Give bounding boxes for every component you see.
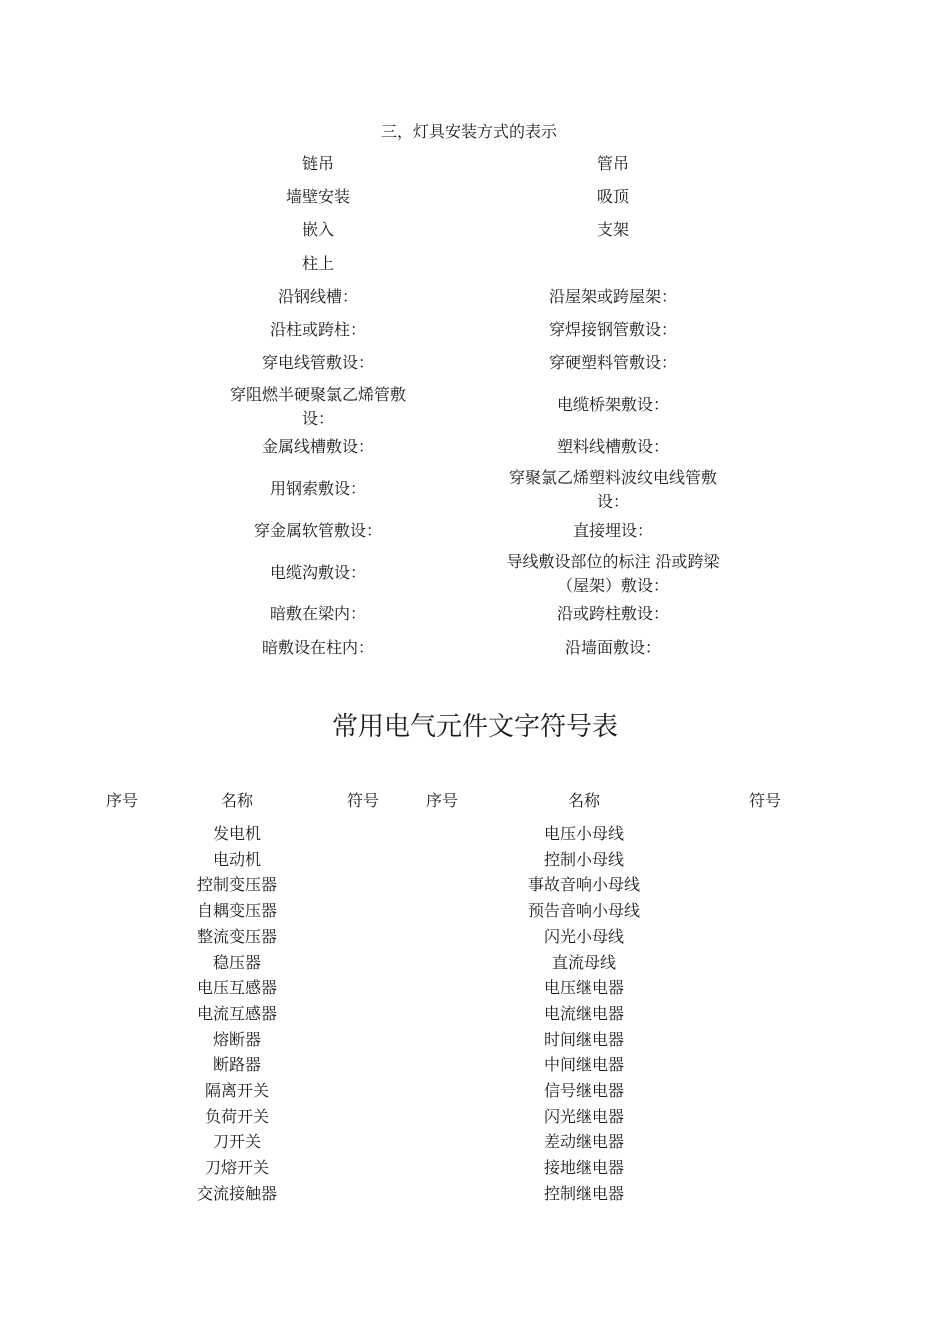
install-right-10: 直接埋设：	[572, 521, 653, 540]
component-name-left: 发电机	[212, 824, 261, 843]
header-symbol-left: 符号	[346, 791, 379, 810]
component-name-right: 差动继电器	[543, 1132, 624, 1151]
header-name-left: 名称	[220, 791, 253, 810]
component-name-right: 控制小母线	[543, 850, 624, 869]
install-left-4: 沿钢线槽：	[277, 287, 358, 306]
component-name-left: 负荷开关	[204, 1107, 269, 1126]
install-right-2: 支架	[596, 220, 629, 239]
component-name-right: 电压继电器	[543, 978, 624, 997]
install-left-10: 穿金属软管敷设：	[253, 521, 382, 540]
install-left-11: 电缆沟敷设：	[269, 563, 366, 582]
component-name-right: 事故音响小母线	[527, 875, 640, 894]
component-name-left: 断路器	[212, 1055, 261, 1074]
header-name-right: 名称	[567, 791, 600, 810]
install-left-1: 墙壁安装	[285, 187, 350, 206]
component-name-right: 闪光继电器	[543, 1107, 624, 1126]
component-name-left: 电流互感器	[196, 1004, 277, 1023]
install-left-13: 暗敷设在柱内：	[261, 638, 374, 657]
component-name-left: 电压互感器	[196, 978, 277, 997]
component-name-right: 控制继电器	[543, 1184, 624, 1203]
install-left-6: 穿电线管敷设：	[261, 353, 374, 372]
install-right-9: 穿聚氯乙烯塑料波纹电线管敷设：	[508, 468, 717, 511]
install-left-2: 嵌入	[301, 220, 334, 239]
install-left-5: 沿柱或跨柱：	[269, 320, 366, 339]
component-name-left: 电动机	[212, 850, 261, 869]
header-index-left: 序号	[105, 791, 138, 810]
install-right-13: 沿墙面敷设：	[564, 638, 661, 657]
section-title: 三，灯具安装方式的表示	[380, 122, 557, 141]
component-name-left: 刀熔开关	[204, 1158, 269, 1177]
component-name-right: 直流母线	[551, 953, 616, 972]
install-left-9: 用钢索敷设：	[269, 479, 366, 498]
install-right-6: 穿硬塑料管敷设：	[548, 353, 677, 372]
install-right-7: 电缆桥架敷设：	[556, 395, 669, 414]
component-name-right: 闪光小母线	[543, 927, 624, 946]
install-left-7: 穿阻燃半硬聚氯乙烯管敷设：	[229, 385, 406, 428]
install-right-0: 管吊	[596, 154, 629, 173]
component-name-left: 稳压器	[212, 953, 261, 972]
install-right-12: 沿或跨柱敷设：	[556, 604, 669, 623]
component-name-left: 刀开关	[212, 1132, 261, 1151]
install-right-8: 塑料线槽敷设：	[556, 437, 669, 456]
component-name-left: 熔断器	[212, 1030, 261, 1049]
install-left-12: 暗敷在梁内：	[269, 604, 366, 623]
component-name-right: 中间继电器	[543, 1055, 624, 1074]
component-name-right: 电压小母线	[543, 824, 624, 843]
component-name-right: 预告音响小母线	[527, 901, 640, 920]
install-left-3: 柱上	[301, 254, 334, 273]
table-title: 常用电气元件文字符号表	[331, 712, 618, 742]
install-right-5: 穿焊接钢管敷设：	[548, 320, 677, 339]
install-left-8: 金属线槽敷设：	[261, 437, 374, 456]
component-name-left: 控制变压器	[196, 875, 277, 894]
header-symbol-right: 符号	[748, 791, 781, 810]
component-name-left: 整流变压器	[196, 927, 277, 946]
component-name-right: 信号继电器	[543, 1081, 624, 1100]
component-name-right: 电流继电器	[543, 1004, 624, 1023]
component-name-left: 交流接触器	[196, 1184, 277, 1203]
install-right-4: 沿屋架或跨屋架：	[548, 287, 677, 306]
component-name-left: 隔离开关	[204, 1081, 269, 1100]
component-name-left: 自耦变压器	[196, 901, 277, 920]
header-index-right: 序号	[425, 791, 458, 810]
install-right-11: 导线敷设部位的标注 沿或跨梁（屋架）敷设：	[506, 552, 720, 595]
component-name-right: 接地继电器	[543, 1158, 624, 1177]
install-left-0: 链吊	[301, 154, 334, 173]
component-name-right: 时间继电器	[543, 1030, 624, 1049]
install-right-1: 吸顶	[596, 187, 629, 206]
